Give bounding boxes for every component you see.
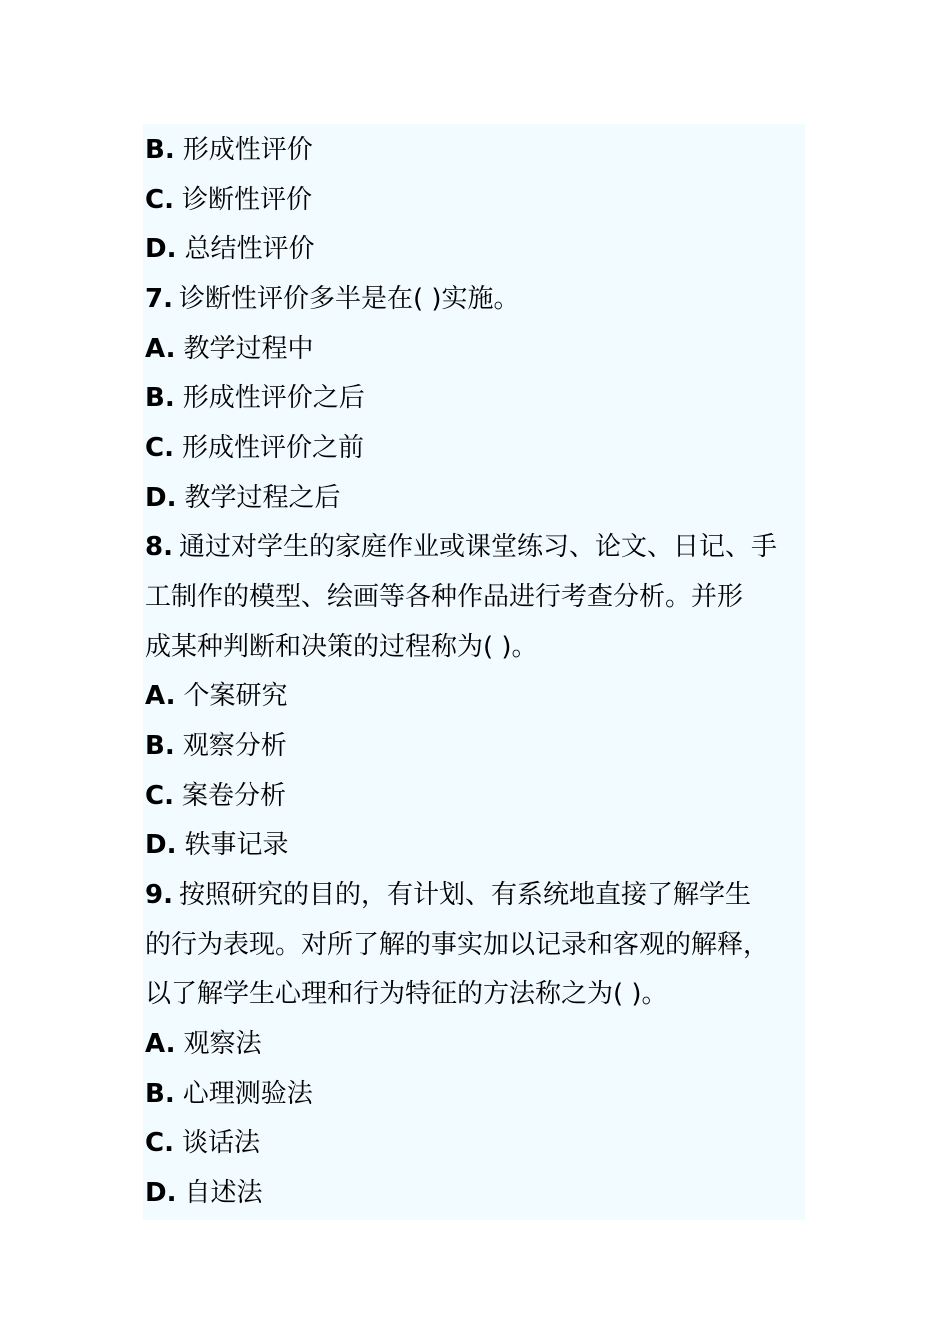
option-text: 案卷分析 [181,781,286,811]
option-label: A [145,681,166,711]
option-text: 观察法 [183,1029,262,1059]
option-line: B. 形成性评价 [145,135,313,165]
option-line: D. 教学过程之后 [145,483,341,513]
option-text: 教学过程中 [183,334,314,364]
option-line: C. 形成性评价之前 [145,433,364,463]
option-line: B. 心理测验法 [145,1079,313,1109]
option-text: 谈话法 [181,1128,260,1158]
option-text: 轶事记录 [184,830,289,860]
option-label: B [145,383,165,413]
option-text: 观察分析 [182,731,287,761]
question-number: 8 [145,532,164,562]
option-line: A. 观察法 [145,1029,262,1059]
question-text: 诊断性评价多半是在( )实施。 [178,284,520,314]
option-line: D. 总结性评价 [145,234,315,264]
question-number: 7 [145,284,164,314]
option-label: D [145,483,167,513]
question-text: 按照研究的目的，有计划、有系统地直接了解学生 [178,880,751,910]
question-continuation [145,974,668,1014]
option-label: C [145,185,165,215]
option-label: C [145,433,165,463]
option-text: 形成性评价之后 [182,383,365,413]
option-label: D [145,1178,167,1208]
question-continuation [145,627,538,667]
question-text: 成某种判断和决策的过程称为( )。 [145,632,538,662]
option-line: C. 诊断性评价 [145,185,312,215]
question-text: 通过对学生的家庭作业或课堂练习、论文、日记、手 [178,532,777,562]
option-text: 诊断性评价 [181,185,312,215]
question-text: 以了解学生心理和行为特征的方法称之为( )。 [145,979,668,1009]
option-label: C [145,781,165,811]
question-text: 的行为表现。对所了解的事实加以记录和客观的解释， [145,930,770,960]
question-continuation [145,925,769,965]
option-label: D [145,830,167,860]
option-text: 形成性评价 [182,135,313,165]
option-line: B. 形成性评价之后 [145,383,365,413]
option-label: A [145,334,166,364]
option-line: B. 观察分析 [145,731,287,761]
option-text: 个案研究 [183,681,288,711]
option-line: D. 轶事记录 [145,830,289,860]
option-text: 教学过程之后 [184,483,341,513]
option-label: D [145,234,167,264]
option-label: C [145,1128,165,1158]
question-continuation [145,577,743,617]
question-line: 8. 通过对学生的家庭作业或课堂练习、论文、日记、手 [145,532,777,562]
option-line: A. 教学过程中 [145,334,314,364]
option-label: B [145,135,165,165]
option-text: 自述法 [184,1178,263,1208]
question-text: 工制作的模型、绘画等各种作品进行考查分析。并形 [145,582,744,612]
document-body [143,124,805,1220]
question-line: 7. 诊断性评价多半是在( )实施。 [145,284,520,314]
option-text: 总结性评价 [184,234,315,264]
option-label: B [145,731,165,761]
option-text: 心理测验法 [182,1079,313,1109]
option-line: C. 谈话法 [145,1128,260,1158]
option-line: A. 个案研究 [145,681,288,711]
option-label: B [145,1079,165,1109]
option-line: D. 自述法 [145,1178,263,1208]
question-line: 9. 按照研究的目的，有计划、有系统地直接了解学生 [145,880,751,910]
option-label: A [145,1029,166,1059]
option-text: 形成性评价之前 [181,433,364,463]
question-number: 9 [145,880,164,910]
option-line: C. 案卷分析 [145,781,286,811]
